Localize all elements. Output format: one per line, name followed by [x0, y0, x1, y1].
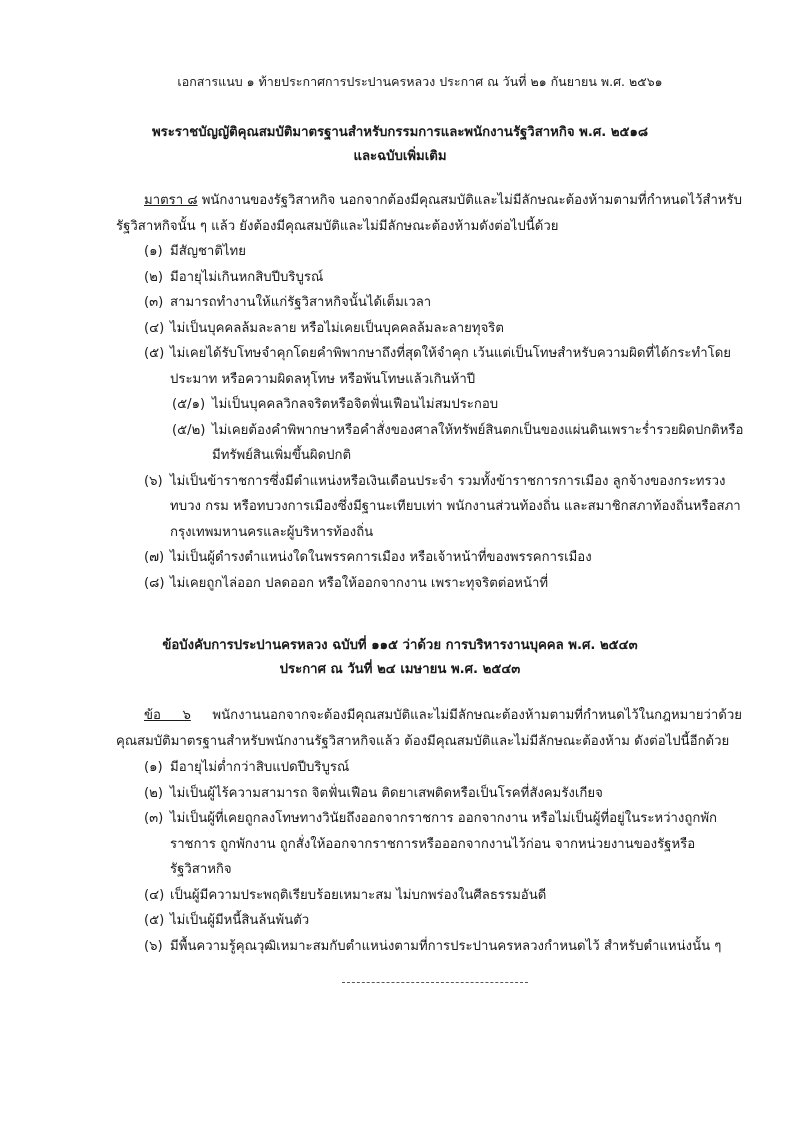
list-item	[144, 934, 744, 960]
section2-intro-text: พนักงานนอกจากจะต้องมีคุณสมบัติและไม่มีลักษณะต้องห้ามตามที่กำหนดไว้ในกฎหมายว่าด้วยคุณสมบัติมาตรฐานสำหรับพนักงานรัฐวิสาหกิจแล้ว ต้องมีคุณสมบัติและไม่มีลักษณะต้องห้าม ดังต่อไปนี้อีกด้วย	[116, 708, 742, 749]
item-number: (๔)	[144, 320, 165, 336]
list-item	[144, 341, 744, 392]
item-number: (๖)	[144, 938, 163, 954]
item-text: ไม่เป็นข้าราชการซึ่งมีตำแหน่งหรือเงินเดือนประจำ รวมทั้งข้าราชการการเมือง ลูกจ้างของกระทรวง ทบวง กรม หรือทบวงการเมืองซึ่งมีฐานะเทียบเท่า พนักงานส่วนท้องถิ่น และสมาชิกสภาท้องถิ่นหรือสภากรุงเทพมหานครและผู้บริหารท้องถิ่น	[170, 473, 741, 540]
section1-list	[144, 239, 744, 596]
list-item	[144, 265, 744, 291]
item-text: มีพื้นความรู้คุณวุฒิเหมาะสมกับตำแหน่งตามที่การประปานครหลวงกำหนดไว้ สำหรับตำแหน่งนั้น ๆ	[170, 938, 722, 954]
list-item	[144, 469, 744, 546]
list-item	[144, 908, 744, 934]
item-text: สามารถทำงานให้แก่รัฐวิสาหกิจนั้นได้เต็มเวลา	[170, 295, 432, 310]
end-divider	[342, 982, 528, 983]
section1-intro-text: พนักงานของรัฐวิสาหกิจ นอกจากต้องมีคุณสมบัติและไม่มีลักษณะต้องห้ามตามที่กำหนดไว้สำหรับรัฐวิสาหกิจนั้น ๆ แล้ว ยังต้องมีคุณสมบัติและไม่มีลักษณะต้องห้ามดังต่อไปนี้ด้วย	[116, 193, 742, 234]
list-subitem	[144, 392, 744, 418]
section2-title-line2: ประกาศ ณ วันที่ ๒๔ เมษายน พ.ศ. ๒๕๔๓	[279, 662, 521, 677]
item-number: (๓)	[144, 295, 164, 310]
section1-title-line2: และฉบับเพิ่มเติม	[353, 149, 447, 164]
item-number: (๑)	[144, 760, 163, 775]
item-number: (๒)	[144, 785, 163, 801]
section1-title-line1: พระราชบัญญัติคุณสมบัติมาตรฐานสำหรับกรรมการและพนักงานรัฐวิสาหกิจ พ.ศ. ๒๕๑๘	[151, 125, 649, 140]
subitem-text: ไม่เคยต้องคำพิพากษาหรือคำสั่งของศาลให้ทรัพย์สินตกเป็นของแผ่นดินเพราะร่ำรวยผิดปกติหรือมีทรัพย์สินเพิ่มขึ้นผิดปกติ	[212, 422, 744, 463]
item-text: ไม่เป็นผู้ที่เคยถูกลงโทษทางวินัยถึงออกจากราชการ ออกจากงาน หรือไม่เป็นผู้ที่อยู่ในระหว่างถูกพักราชการ ถูกพักงาน ถูกสั่งให้ออกจากราชการหรือออกจากงานไว้ก่อน จากหน่วยงานของรัฐหรือรัฐวิสาหกิจ	[170, 811, 717, 877]
subitem-number: (๕/๒)	[172, 422, 206, 438]
list-item	[144, 755, 744, 781]
section2-list	[144, 755, 744, 959]
item-number: (๔)	[144, 887, 165, 903]
item-text: ไม่เป็นผู้มีหนี้สินล้นพ้นตัว	[170, 913, 310, 928]
document-header: เอกสารแนบ ๑ ท้ายประกาศการประปานครหลวง ประกาศ ณ วันที่ ๒๑ กันยายน พ.ศ. ๒๕๖๑	[177, 74, 663, 89]
item-text: ไม่เป็นบุคคลล้มละลาย หรือไม่เคยเป็นบุคคลล้มละลายทุจริต	[170, 320, 504, 336]
item-number: (๓)	[144, 811, 164, 826]
list-item	[144, 781, 744, 807]
item-text: ไม่เคยถูกไล่ออก ปลดออก หรือให้ออกจากงาน เพราะทุจริตต่อหน้าที่	[170, 575, 549, 591]
section1-intro-label: มาตรา ๘	[144, 193, 198, 208]
item-number: (๘)	[144, 575, 165, 591]
list-subitem	[144, 418, 744, 469]
list-item	[144, 806, 744, 883]
item-text: มีอายุไม่เกินหกสิบปีบริบูรณ์	[170, 269, 324, 285]
item-text: ไม่เป็นผู้ดำรงตำแหน่งใดในพรรคการเมือง หรือเจ้าหน้าที่ของพรรคการเมือง	[170, 550, 592, 565]
section2-intro-label: ข้อ ๖	[144, 708, 191, 723]
list-item	[144, 239, 744, 265]
item-text: เป็นผู้มีความประพฤติเรียบร้อยเหมาะสม ไม่บกพร่องในศีลธรรมอันดี	[170, 887, 547, 903]
item-number: (๕)	[144, 913, 165, 928]
section2-title-line1: ข้อบังคับการประปานครหลวง ฉบับที่ ๑๑๕ ว่าด้วย การบริหารงานบุคคล พ.ศ. ๒๕๔๓	[162, 638, 638, 653]
list-item	[144, 545, 744, 571]
subitem-text: ไม่เป็นบุคคลวิกลจริตหรือจิตฟั่นเฟือนไม่สมประกอบ	[212, 397, 499, 412]
item-text: ไม่เคยได้รับโทษจำคุกโดยคำพิพากษาถึงที่สุดให้จำคุก เว้นแต่เป็นโทษสำหรับความผิดที่ได้กระทำโดยประมาท หรือความผิดลหุโทษ หรือพ้นโทษแล้วเกินห้าปี	[170, 346, 731, 387]
item-number: (๗)	[144, 550, 165, 565]
item-number: (๕)	[144, 346, 165, 361]
item-number: (๒)	[144, 269, 163, 285]
subitem-number: (๕/๑)	[172, 397, 206, 412]
list-item	[144, 316, 744, 342]
list-item	[144, 290, 744, 316]
section1-intro	[116, 188, 742, 239]
item-number: (๑)	[144, 244, 163, 259]
list-item	[144, 883, 744, 909]
item-text: ไม่เป็นผู้ไร้ความสามารถ จิตฟั่นเฟือน ติดยาเสพติดหรือเป็นโรคที่สังคมรังเกียจ	[170, 785, 603, 801]
item-text: มีอายุไม่ต่ำกว่าสิบแปดปีบริบูรณ์	[170, 760, 350, 775]
section2-intro	[116, 703, 742, 754]
item-text: มีสัญชาติไทย	[170, 244, 246, 259]
list-item	[144, 571, 744, 597]
item-number: (๖)	[144, 473, 163, 489]
